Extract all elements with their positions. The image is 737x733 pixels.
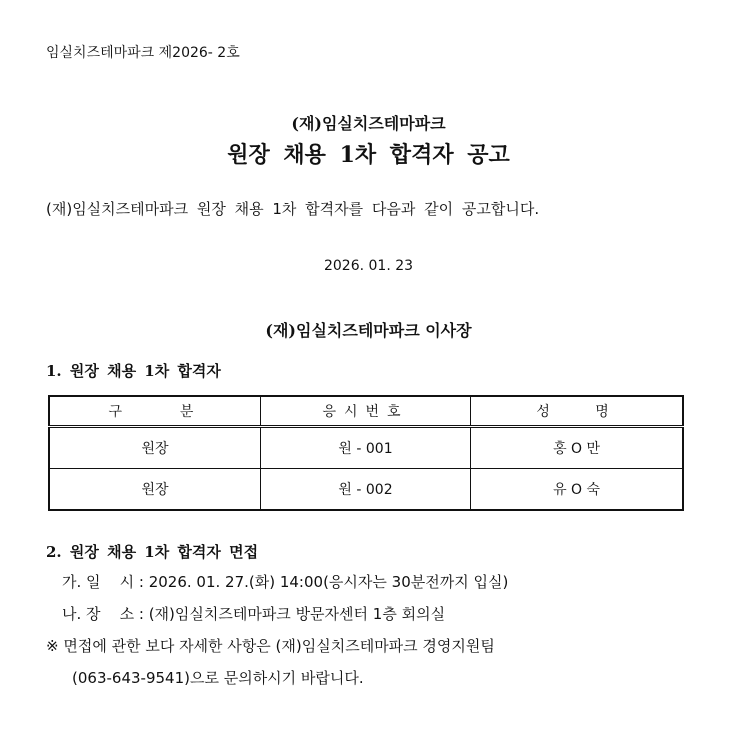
table-header-row	[49, 396, 683, 427]
place-label: 나. 장 소 :	[62, 605, 144, 623]
section1-heading: 1. 원장 채용 1차 합격자	[46, 362, 221, 380]
cell-category: 원장	[49, 469, 260, 511]
cell-name: 유 O 숙	[471, 469, 683, 511]
place-value: (재)임실치즈테마파크 방문자센터 1층 회의실	[148, 605, 446, 623]
table-row	[49, 469, 683, 511]
cell-category: 원장	[49, 427, 260, 469]
cell-exam-number: 원 - 002	[260, 469, 470, 511]
interview-datetime	[62, 571, 508, 592]
cell-name: 홍 O 만	[471, 427, 683, 469]
announcement-date: 2026. 01. 23	[323, 258, 414, 274]
datetime-label: 가. 일 시 :	[62, 573, 144, 591]
signatory: (재)임실치즈테마파크 이사장	[265, 321, 472, 340]
intro-text: (재)임실치즈테마파크 원장 채용 1차 합격자를 다음과 같이 공고합니다.	[46, 200, 540, 218]
table-row	[49, 427, 683, 469]
header-category: 구 분	[49, 396, 260, 427]
organization-name: (재)임실치즈테마파크	[291, 114, 446, 133]
page-title: 원장 채용 1차 합격자 공고	[227, 142, 510, 168]
cell-exam-number: 원 - 001	[260, 427, 470, 469]
header-exam-number: 응시번호	[260, 396, 470, 427]
note-line-1: ※ 면접에 관한 보다 자세한 사항은 (재)임실치즈테마파크 경영지원팀	[46, 637, 495, 655]
header-name: 성 명	[471, 396, 683, 427]
note-line-2: (063-643-9541)으로 문의하시기 바랍니다.	[72, 669, 364, 687]
interview-place	[62, 603, 445, 624]
section2-heading: 2. 원장 채용 1차 합격자 면접	[46, 543, 259, 561]
document-number: 임실치즈테마파크 제2026- 2호	[46, 45, 240, 61]
datetime-value: 2026. 01. 27.(화) 14:00(응시자는 30분전까지 입실)	[148, 573, 509, 591]
results-table	[48, 395, 684, 511]
